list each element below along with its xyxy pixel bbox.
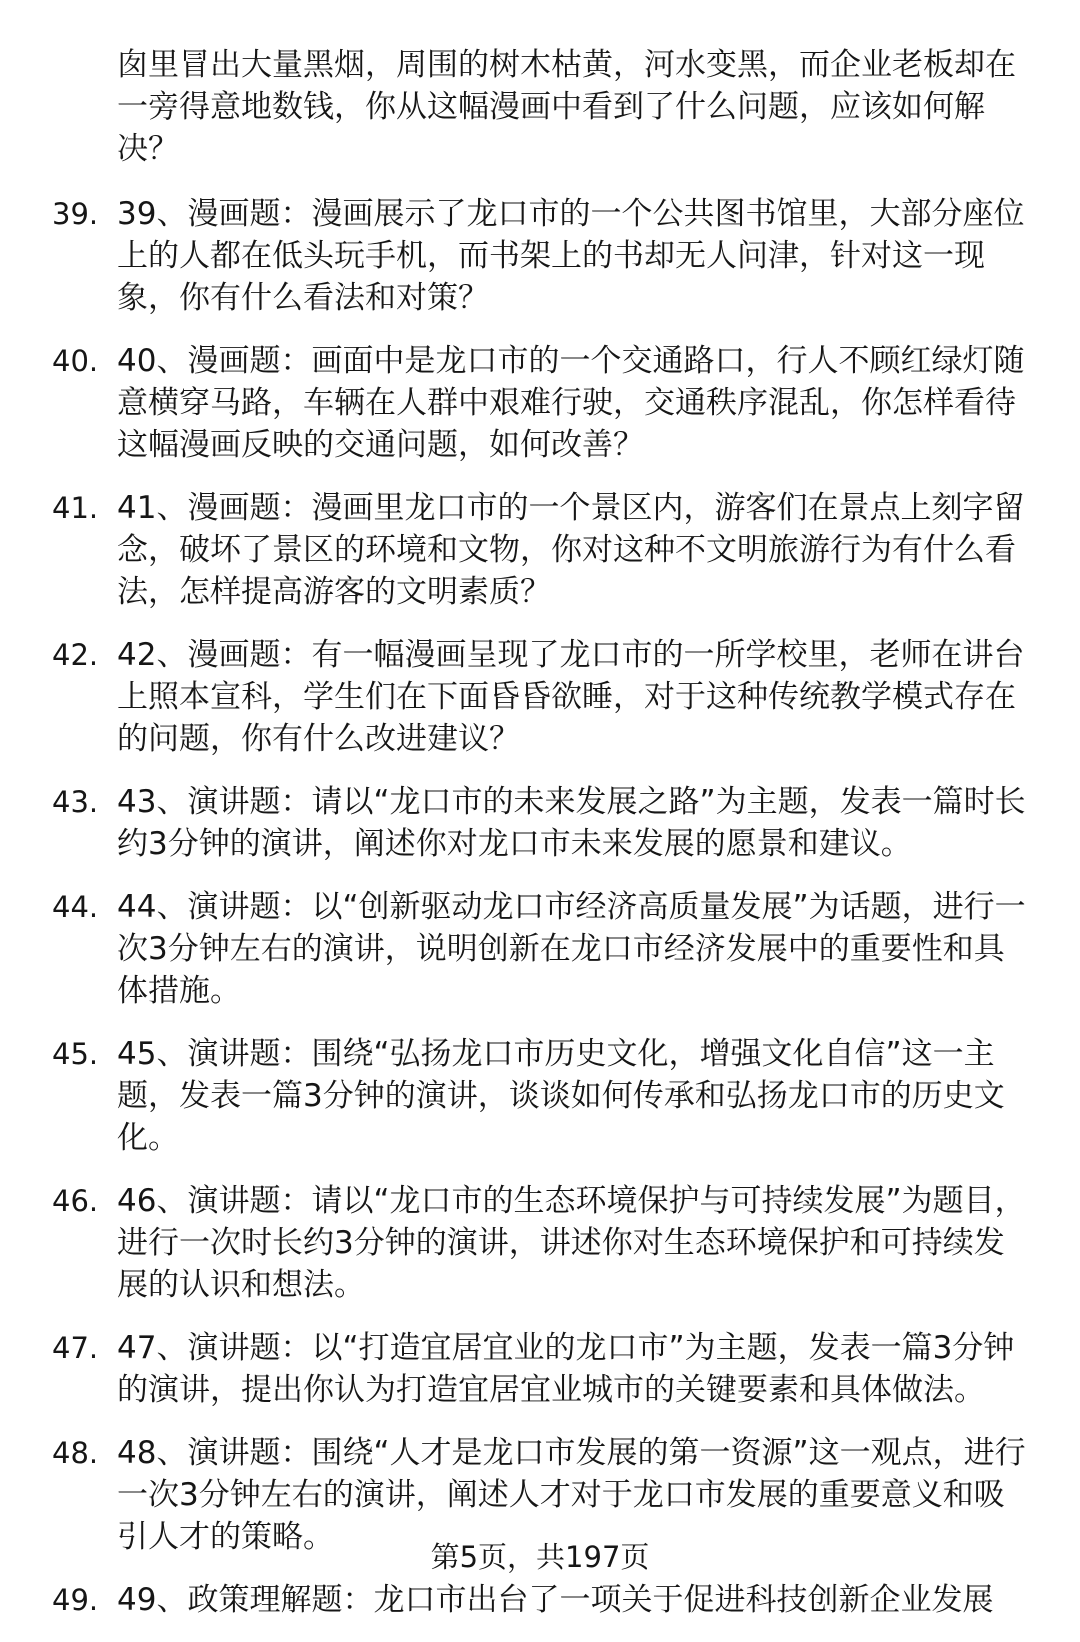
item-text: 42、漫画题：有一幅漫画呈现了龙口市的一所学校里，老师在讲台上照本宣科，学生们在下面昏昏欲睡，对于这种传统教学模式存在的问题，你有什么改进建议？ [117, 637, 1025, 757]
list-item [0, 781, 1080, 865]
list-item [0, 886, 1080, 1012]
item-number: 43. [52, 785, 99, 819]
list-item [0, 340, 1080, 466]
item-text: 43、演讲题：请以“龙口市的未来发展之路”为主题，发表一篇时长约3分钟的演讲，阐述你对龙口市未来发展的愿景和建议。 [117, 784, 1026, 862]
page-number-footer: 第5页，共197页 [430, 1540, 650, 1574]
item-text: 44、演讲题：以“创新驱动龙口市经济高质量发展”为话题，进行一次3分钟左右的演讲，说明创新在龙口市经济发展中的重要性和具体措施。 [117, 889, 1026, 1009]
item-number: 45. [52, 1037, 99, 1071]
list-item [0, 44, 1080, 170]
item-text: 46、演讲题：请以“龙口市的生态环境保护与可持续发展”为题目，进行一次时长约3分钟的演讲，讲述你对生态环境保护和可持续发展的认识和想法。 [117, 1183, 1026, 1303]
list-item [0, 1033, 1080, 1159]
list-item [0, 1579, 1080, 1621]
item-number: 44. [52, 890, 99, 924]
list-item [0, 1180, 1080, 1306]
item-number: 48. [52, 1436, 99, 1470]
list-item [0, 634, 1080, 760]
item-text: 39、漫画题：漫画展示了龙口市的一个公共图书馆里，大部分座位上的人都在低头玩手机，而书架上的书却无人问津，针对这一现象，你有什么看法和对策？ [117, 196, 1025, 316]
item-number: 42. [52, 638, 99, 672]
item-number: 39. [52, 197, 99, 231]
item-text: 41、漫画题：漫画里龙口市的一个景区内，游客们在景点上刻字留念，破坏了景区的环境和文物，你对这种不文明旅游行为有什么看法，怎样提高游客的文明素质？ [117, 490, 1025, 610]
item-number: 46. [52, 1184, 99, 1218]
list-item [0, 193, 1080, 319]
item-text: 囱里冒出大量黑烟，周围的树木枯黄，河水变黑，而企业老板却在一旁得意地数钱，你从这幅漫画中看到了什么问题，应该如何解决？ [117, 47, 1016, 167]
item-text: 48、演讲题：围绕“人才是龙口市发展的第一资源”这一观点，进行一次3分钟左右的演讲，阐述人才对于龙口市发展的重要意义和吸引人才的策略。 [117, 1435, 1026, 1555]
list-item [0, 487, 1080, 613]
item-number: 40. [52, 344, 99, 378]
item-text: 40、漫画题：画面中是龙口市的一个交通路口，行人不顾红绿灯随意横穿马路，车辆在人群中艰难行驶，交通秩序混乱，你怎样看待这幅漫画反映的交通问题，如何改善？ [117, 343, 1025, 463]
question-list [0, 44, 1080, 1642]
item-number: 47. [52, 1331, 99, 1365]
item-text: 47、演讲题：以“打造宜居宜业的龙口市”为主题，发表一篇3分钟的演讲，提出你认为打造宜居宜业城市的关键要素和具体做法。 [117, 1330, 1015, 1408]
item-text: 45、演讲题：围绕“弘扬龙口市历史文化，增强文化自信”这一主题，发表一篇3分钟的演讲，谈谈如何传承和弘扬龙口市的历史文化。 [117, 1036, 1005, 1156]
item-number: 41. [52, 491, 99, 525]
item-number: 49. [52, 1583, 99, 1617]
item-text: 49、政策理解题：龙口市出台了一项关于促进科技创新企业发展 [117, 1582, 994, 1618]
list-item [0, 1327, 1080, 1411]
